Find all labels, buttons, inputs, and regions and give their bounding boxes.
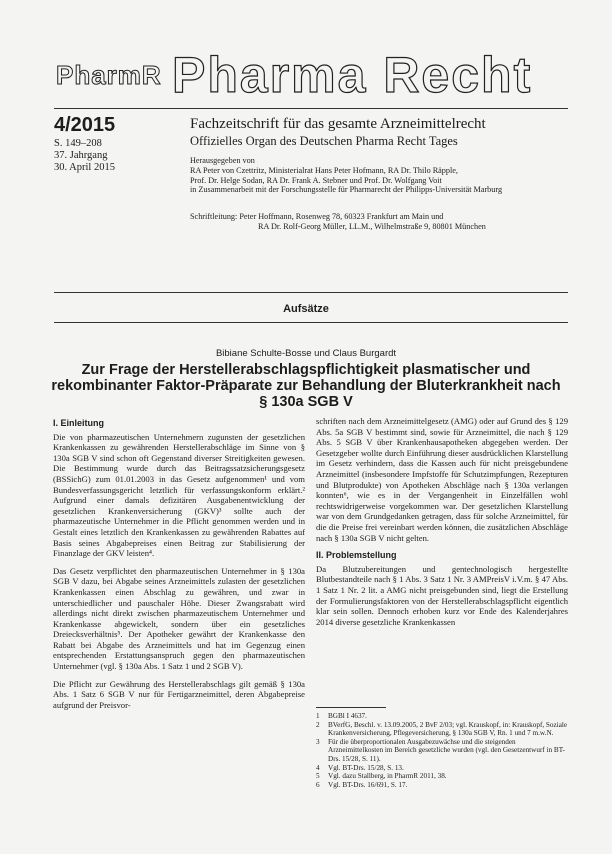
issue-date: 30. April 2015 <box>54 162 115 173</box>
footnote-rule <box>316 707 386 708</box>
column-left <box>53 418 305 717</box>
article-title: Zur Frage der Herstellerabschlagspflichtigkeit plasmatischer und rekombinanter Faktor-Präparate zur Behandlung der Bluterkrankheit nach § 130a SGB V <box>51 362 561 410</box>
issue-pages: S. 149–208 <box>54 138 102 149</box>
column-right <box>316 416 568 634</box>
journal-logo-small: PharmR <box>56 60 162 90</box>
section-label: Aufsätze <box>283 303 329 315</box>
editors-line: in Zusammenarbeit mit der Forschungsstelle für Pharmarecht der Philipps-Universität Marburg <box>190 185 503 195</box>
masthead-divider <box>54 108 568 109</box>
footnote: 5 Vgl. dazu Stallberg, in PharmR 2011, 38. <box>316 772 447 781</box>
footnote: 3 Für die überproportionalen Ausgabezuwächse und die steigenden Arzneimittelkosten im Bereich gesetzliche wurden (vgl. den Gesetzentwurf in BT-Drs. 15/28, S. 11). <box>316 737 565 763</box>
editors-line: RA Peter von Czettritz, Ministerialrat Hans Peter Hofmann, RA Dr. Thilo Räpple, <box>190 165 458 175</box>
journal-logo: Pharma Recht <box>172 47 533 103</box>
footnote: 1 BGBl I 4637. <box>316 712 367 720</box>
section-rule-top <box>54 292 568 293</box>
editorial-line: Schriftleitung: Peter Hoffmann, Rosenweg 78, 60323 Frankfurt am Main und <box>190 212 444 221</box>
issue-volume: 37. Jahrgang <box>54 150 108 161</box>
article-authors: Bibiane Schulte-Bosse und Claus Burgardt <box>215 348 397 359</box>
editorial-line: RA Dr. Rolf-Georg Müller, LL.M., Wilhelmstraße 9, 80801 München <box>258 221 486 231</box>
footnotes <box>316 712 568 789</box>
journal-title: Fachzeitschrift für das gesamte Arzneimittelrecht <box>190 116 486 132</box>
paragraph: Die von pharmazeutischen Unternehmern zugunsten der gesetzlichen Krankenkassen zu gewährenden Herstellerabschläge im Sinne von § 130a SGB V sind schon oft Gegenstand diverser Streitigkeiten gewesen. Die Bestimmung wurde durch das Beitragssatzsicherungsgesetz (BSSichG) zum 01.01.2003 in das Gesetz aufgenommen¹ und vom Bundesverfassungsgericht letztlich für verfassungskonform erklärt.² Aufgrund einer damals defizitären Ausgabenentwicklung der gesetzlichen Krankenversicherung (GKV)³ sollte auch der pharmazeutische Unternehmer in die Pflicht genommen werden und in Gestalt eines letztlich den Krankenkassen zu gewährenden Rabattes auf Basis seines Abgabepreises einen Beitrag zur Stabilisierung der Finanzlage der GKV leisten⁴. <box>53 431 305 559</box>
section-rule-bottom <box>54 322 568 323</box>
footnote: 6 Vgl. BT-Drs. 16/691, S. 17. <box>316 780 408 789</box>
issue-number: 4/2015 <box>54 114 116 136</box>
masthead <box>0 46 612 104</box>
paragraph: schriften nach dem Arzneimittelgesetz (AMG) oder auf Grund des § 129 Abs. 5a SGB V bestimmt sind, sowie für Arzneimittel, die nach § 129 Abs. 5 SGB V über Krankenhausapotheken abgegeben werden. Der Gesetzgeber wollte durch Einführung dieser ausdrücklichen Klarstellung im Gesetz verhindern, dass die Kassen auch für nicht preisgebundene Arzneimittel (insbesondere Impfstoffe für Schutzimpfungen, Rezepturen und Blutprodukte) von Apotheken Abschläge nach § 130a verlangen konnten⁶, wie es in der Vergangenheit in Einzelfällen wohl rechtswidrigerweise vorgekommen war. Der gesetzlichen Klarstellung war von dem Grundgedanken getragen, dass für solche Arzneimittel, für die die Preise frei vereinbart werden können, die zusätzlichen Abschläge nach § 130a SGB V nicht gelten. <box>316 416 568 543</box>
issue-meta <box>54 138 115 174</box>
editors-line: Prof. Dr. Helge Sodan, RA Dr. Frank A. Stebner und Prof. Dr. Wolfgang Voit <box>190 175 442 185</box>
paragraph: Das Gesetz verpflichtet den pharmazeutischen Unternehmer in § 130a SGB V dazu, bei Abgabe seines Arzneimittels zulasten der gesetzlichen Krankenkassen einen Abschlag zu gewähren, und zwar in unterschiedlicher und pauschaler Höhe. Dieser Zwangsrabatt wird allerdings nicht direkt zwischen pharmazeutischem Unternehmer und Krankenkasse abgewickelt, sondern über ein gesetzliches Dreiecksverhältnis⁵. Der Apotheker gewährt der Krankenkasse den Rabatt bei Abgabe des Arzneimittels und hat im Gegenzug einen entsprechenden Erstattungsanspruch gegen den pharmazeutischen Unternehmer (vgl. § 130a Abs. 1 Satz 1 und 2 SGB V). <box>53 565 305 672</box>
editors-block <box>190 156 570 195</box>
paragraph: Die Pflicht zur Gewährung des Herstellerabschlags gilt gemäß § 130a Abs. 1 Satz 6 SGB V nur für Fertigarzneimittel, deren Abgabepreise aufgrund der Preisvor- <box>53 678 305 710</box>
paragraph: Da Blutzubereitungen und gentechnologisch hergestellte Blutbestandteile nach § 1 Abs. 3 Satz 1 Nr. 3 AMPreisV i.V.m. § 47 Abs. 1 Satz 1 Nr. 2 lit. a AMG nicht preisgebunden sind, liegt die Erstellung der Formulierungsfaktoren von der Herstellerabschlagspflicht eigentlich klar sein sollen. Dennoch erhoben kurz vor Ende des Kalenderjahres 2014 diverse gesetzliche Krankenkassen <box>316 563 568 627</box>
footnote: 4 Vgl. BT-Drs. 15/28, S. 13. <box>316 763 404 772</box>
footnote: 2 BVerfG, Beschl. v. 13.09.2005, 2 BvF 2/03; vgl. Krauskopf, in: Krauskopf, Soziale Krankenversicherung, Pflegeversicherung, § 130a SGB V, Rn. 1 und 7 m.w.N. <box>316 720 568 738</box>
editors-heading: Herausgegeben von <box>190 156 255 165</box>
journal-subtitle: Offizielles Organ des Deutschen Pharma Recht Tages <box>190 134 458 148</box>
section-heading: I. Einleitung <box>53 418 104 428</box>
section-heading: II. Problemstellung <box>316 550 397 561</box>
editorial-block <box>190 212 570 232</box>
